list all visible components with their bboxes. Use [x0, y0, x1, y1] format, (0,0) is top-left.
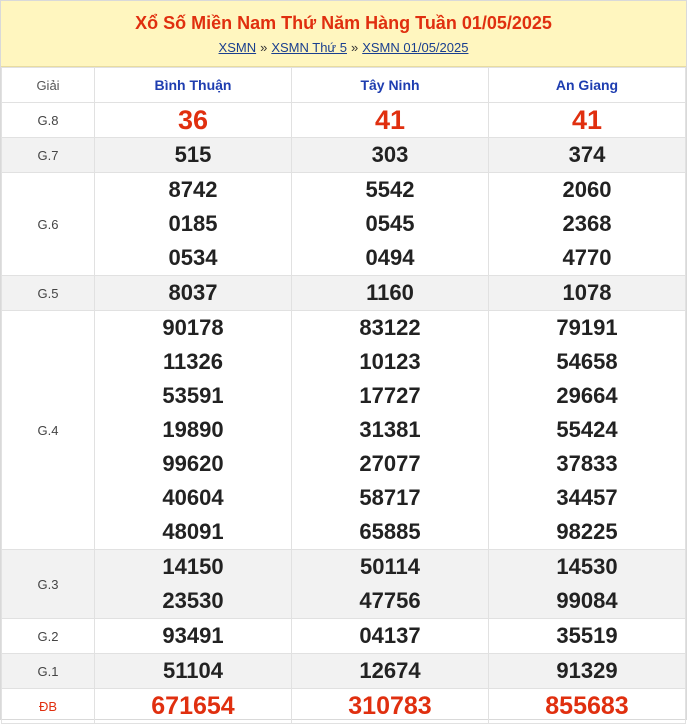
prize-number: 40604 — [162, 485, 224, 510]
table-header-row — [2, 68, 686, 103]
prize-number: 17727 — [359, 383, 421, 408]
prize-number: 37833 — [556, 451, 618, 476]
prize-number: 8742 — [168, 177, 218, 202]
prize-cell-tay-ninh — [292, 276, 489, 311]
prize-cell-binh-thuan — [95, 103, 292, 138]
table-row — [2, 173, 686, 276]
prize-label: G.4 — [2, 311, 95, 550]
prize-cell-binh-thuan — [95, 689, 292, 724]
prize-number: 99084 — [556, 588, 618, 613]
prize-number: 79191 — [556, 315, 618, 340]
prize-number: 10123 — [359, 349, 421, 374]
prize-number: 2060 — [562, 177, 612, 202]
prize-cell-an-giang — [489, 689, 686, 724]
prize-number: 515 — [174, 142, 212, 167]
prize-number: 5542 — [365, 177, 415, 202]
prize-number: 14530 — [556, 554, 618, 579]
prize-cell-binh-thuan — [95, 173, 292, 276]
prize-cell-an-giang — [489, 103, 686, 138]
prize-number: 53591 — [162, 383, 224, 408]
prize-cell-tay-ninh — [292, 311, 489, 550]
prize-number: 90178 — [162, 315, 224, 340]
prize-cell-binh-thuan — [95, 619, 292, 654]
prize-number: 11326 — [163, 349, 223, 374]
prize-label: G.1 — [2, 654, 95, 689]
table-row — [2, 103, 686, 138]
prize-cell-tay-ninh — [292, 619, 489, 654]
prize-number: 51104 — [163, 658, 223, 683]
prize-label: G.3 — [2, 550, 95, 619]
result-header — [1, 1, 686, 67]
prize-label: G.2 — [2, 619, 95, 654]
table-row — [2, 689, 686, 724]
breadcrumb-xsmn-date-link[interactable]: XSMN 01/05/2025 — [362, 40, 469, 55]
prize-cell-binh-thuan — [95, 138, 292, 173]
table-row — [2, 550, 686, 619]
prize-number: 54658 — [556, 349, 618, 374]
prize-column-header: Giải — [2, 68, 95, 103]
prize-number: 58717 — [359, 485, 421, 510]
results-table — [1, 67, 686, 724]
prize-number: 55424 — [556, 417, 618, 442]
prize-cell-an-giang — [489, 311, 686, 550]
prize-cell-binh-thuan — [95, 550, 292, 619]
prize-cell-tay-ninh — [292, 550, 489, 619]
prize-number: 31381 — [359, 417, 421, 442]
prize-cell-an-giang — [489, 550, 686, 619]
prize-number: 41 — [374, 105, 406, 135]
prize-cell-tay-ninh — [292, 654, 489, 689]
prize-cell-an-giang — [489, 173, 686, 276]
prize-number: 23530 — [162, 588, 224, 613]
prize-cell-binh-thuan — [95, 276, 292, 311]
breadcrumb — [1, 39, 686, 57]
prize-number: 91329 — [556, 658, 618, 683]
province-header-binh-thuan: Bình Thuận — [95, 68, 292, 103]
prize-number: 1078 — [562, 280, 612, 305]
prize-cell-an-giang — [489, 138, 686, 173]
prize-label: G.7 — [2, 138, 95, 173]
prize-number: 34457 — [556, 485, 618, 510]
prize-number: 0494 — [365, 245, 415, 270]
breadcrumb-xsmn-link[interactable]: XSMN — [218, 40, 257, 55]
prize-label: G.8 — [2, 103, 95, 138]
prize-number: 14150 — [162, 554, 224, 579]
prize-number: 27077 — [359, 451, 421, 476]
prize-cell-tay-ninh — [292, 138, 489, 173]
prize-label: G.5 — [2, 276, 95, 311]
province-header-an-giang: An Giang — [489, 68, 686, 103]
prize-number: 98225 — [556, 519, 618, 544]
prize-number: 8037 — [168, 280, 218, 305]
province-header-tay-ninh: Tây Ninh — [292, 68, 489, 103]
prize-number: 1160 — [366, 280, 414, 305]
prize-number: 83122 — [359, 315, 421, 340]
table-row — [2, 619, 686, 654]
prize-number: 35519 — [556, 623, 618, 648]
prize-number: 99620 — [162, 451, 224, 476]
prize-number: 93491 — [162, 623, 224, 648]
prize-number: 36 — [177, 105, 209, 135]
prize-number: 0185 — [168, 211, 218, 236]
prize-cell-binh-thuan — [95, 654, 292, 689]
table-row — [2, 276, 686, 311]
prize-number: 29664 — [556, 383, 618, 408]
page-title: Xổ Số Miền Nam Thứ Năm Hàng Tuần 01/05/2025 — [135, 13, 552, 33]
breadcrumb-xsmn-thu5-link[interactable]: XSMN Thứ 5 — [271, 40, 347, 55]
prize-number: 12674 — [359, 658, 421, 683]
prize-number: 4770 — [562, 245, 612, 270]
prize-cell-tay-ninh — [292, 173, 489, 276]
prize-cell-an-giang — [489, 619, 686, 654]
prize-number: 0545 — [365, 211, 415, 236]
results-table-body — [2, 103, 686, 724]
table-row — [2, 311, 686, 550]
prize-number: 04137 — [359, 623, 421, 648]
prize-number: 671654 — [151, 692, 235, 720]
breadcrumb-separator: » — [350, 40, 359, 55]
prize-number: 2368 — [562, 211, 612, 236]
prize-number: 303 — [371, 142, 409, 167]
table-row — [2, 138, 686, 173]
prize-number: 48091 — [162, 519, 224, 544]
prize-number: 855683 — [545, 692, 629, 720]
prize-cell-tay-ninh — [292, 689, 489, 724]
prize-number: 47756 — [359, 588, 421, 613]
prize-number: 19890 — [162, 417, 224, 442]
prize-number: 310783 — [348, 692, 432, 720]
breadcrumb-separator: » — [260, 40, 268, 55]
prize-number: 374 — [568, 142, 606, 167]
table-row — [2, 654, 686, 689]
prize-cell-an-giang — [489, 276, 686, 311]
prize-number: 41 — [571, 105, 603, 135]
prize-cell-binh-thuan — [95, 311, 292, 550]
prize-cell-an-giang — [489, 654, 686, 689]
prize-label: G.6 — [2, 173, 95, 276]
prize-number: 65885 — [359, 519, 421, 544]
prize-cell-tay-ninh — [292, 103, 489, 138]
prize-number: 50114 — [360, 554, 420, 579]
prize-label: ĐB — [2, 689, 95, 724]
prize-number: 0534 — [168, 245, 218, 270]
